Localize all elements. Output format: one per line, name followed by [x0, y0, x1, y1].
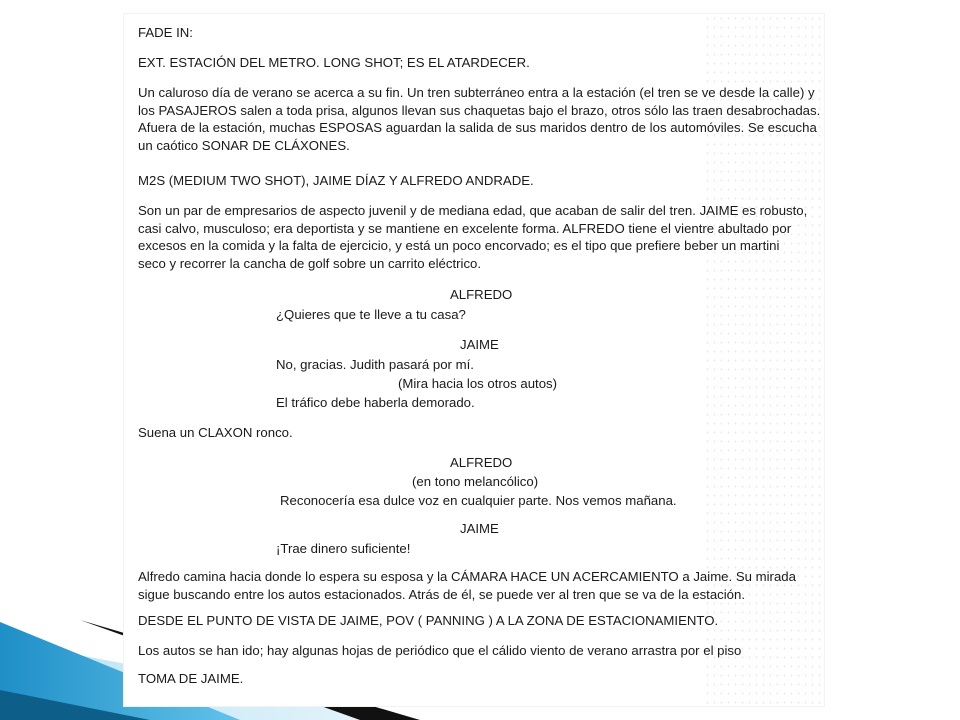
- action-line: Suena un CLAXON ronco.: [138, 425, 293, 440]
- dialogue-line: El tráfico debe haberla demorado.: [276, 395, 475, 410]
- action-paragraph-2: [138, 202, 818, 272]
- character-name: ALFREDO: [450, 455, 513, 470]
- action-line: Alfredo camina hacia donde lo espera su esposa y la CÁMARA HACE UN ACERCAMIENTO a Jaime. Su mirada: [138, 569, 796, 584]
- character-name: ALFREDO: [450, 287, 513, 302]
- action-paragraph-1: [138, 84, 821, 154]
- script-page: [124, 14, 824, 706]
- action-line: Los autos se han ido; hay algunas hojas de periódico que el cálido viento de verano arrastra por el piso: [138, 643, 742, 658]
- action-line: sigue buscando entre los autos estacionados. Atrás de él, se puede ver al tren que se va de la estación.: [138, 586, 746, 602]
- action-line: casi calvo, musculoso; era deportista y se mantiene en excelente forma. ALFREDO tiene el vientre abultado por: [138, 220, 792, 236]
- action-line: Afuera de la estación, muchas ESPOSAS aguardan la salida de sus maridos dentro de los automóviles. Se escucha: [138, 120, 817, 135]
- shot-heading: TOMA DE JAIME.: [138, 671, 244, 686]
- fade-in: FADE IN:: [138, 25, 193, 40]
- action-line: Son un par de empresarios de aspecto juvenil y de mediana edad, que acaban de salir del tren. JAIME es robusto,: [138, 203, 808, 218]
- action-line: los PASAJEROS salen a toda prisa, algunos llevan sus chaquetas bajo el brazo, otros sólo las traen desabrochadas.: [138, 102, 821, 118]
- parenthetical: (en tono melancólico): [412, 474, 539, 489]
- dialogue-line: ¡Trae dinero suficiente!: [276, 541, 411, 556]
- shot-heading: M2S (MEDIUM TWO SHOT), JAIME DÍAZ Y ALFREDO ANDRADE.: [138, 173, 534, 188]
- action-paragraph-3: [138, 568, 818, 603]
- pov-heading: DESDE EL PUNTO DE VISTA DE JAIME, POV ( PANNING ) A LA ZONA DE ESTACIONAMIENTO.: [138, 613, 719, 628]
- action-line: seco y recorrer la cancha de golf sobre un carrito eléctrico.: [138, 255, 482, 271]
- action-line: un caótico SONAR DE CLÁXONES.: [138, 137, 350, 153]
- dialogue-line: ¿Quieres que te lleve a tu casa?: [276, 307, 466, 322]
- dialogue-line: Reconocería esa dulce voz en cualquier parte. Nos vemos mañana.: [280, 493, 677, 508]
- parenthetical: (Mira hacia los otros autos): [398, 376, 558, 391]
- scene-heading: EXT. ESTACIÓN DEL METRO. LONG SHOT; ES EL ATARDECER.: [138, 55, 530, 70]
- dialogue-line: No, gracias. Judith pasará por mí.: [276, 357, 474, 372]
- action-line: excesos en la comida y la falta de ejercicio, y está un poco encorvado; es el tipo que prefiere beber un martini: [138, 238, 780, 253]
- character-name: JAIME: [460, 337, 499, 352]
- action-line: Un caluroso día de verano se acerca a su fin. Un tren subterráneo entra a la estación (el tren se ve desde la calle) y: [138, 85, 815, 100]
- character-name: JAIME: [460, 521, 499, 536]
